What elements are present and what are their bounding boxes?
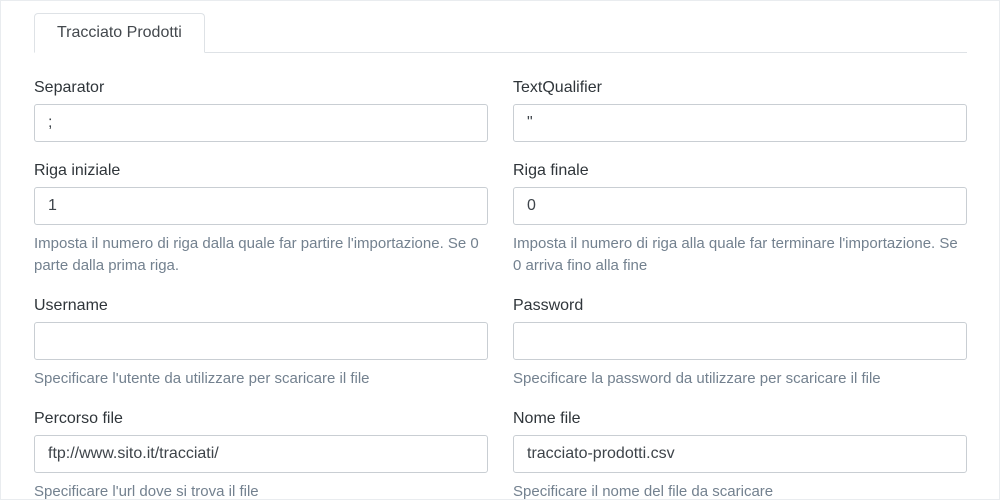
percorso-file-help: Specificare l'url dove si trova il file [34,483,259,500]
field-group-separator [34,77,488,142]
username-label: Username [34,297,108,314]
riga-iniziale-help: Imposta il numero di riga dalla quale far partire l'importazione. Se 0 parte dalla prima riga. [34,235,479,274]
nome-file-input[interactable] [513,435,967,473]
riga-iniziale-label: Riga iniziale [34,162,121,179]
password-label: Password [513,297,584,314]
field-group-riga-iniziale [34,160,488,277]
field-group-username [34,295,488,390]
nome-file-label: Nome file [513,410,581,427]
field-group-nome-file [513,408,967,503]
tab-label: Tracciato Prodotti [57,24,182,41]
riga-iniziale-input[interactable] [34,187,488,225]
separator-label: Separator [34,79,105,96]
username-input[interactable] [34,322,488,360]
password-input[interactable] [513,322,967,360]
percorso-file-label: Percorso file [34,410,123,427]
riga-finale-label: Riga finale [513,162,589,179]
percorso-file-input[interactable] [34,435,488,473]
field-group-password [513,295,967,390]
field-group-text-qualifier [513,77,967,142]
password-help: Specificare la password da utilizzare per scaricare il file [513,370,881,387]
riga-finale-help: Imposta il numero di riga alla quale far terminare l'importazione. Se 0 arriva fino alla fine [513,235,958,274]
field-group-percorso-file [34,408,488,503]
tab-tracciato-prodotti[interactable] [34,13,205,53]
card-content [1,1,999,503]
username-help: Specificare l'utente da utilizzare per scaricare il file [34,370,370,387]
field-group-riga-finale [513,160,967,277]
riga-finale-input[interactable] [513,187,967,225]
import-settings-form [34,77,967,503]
separator-input[interactable] [34,104,488,142]
nome-file-help: Specificare il nome del file da scaricare [513,483,774,500]
tab-bar [34,13,967,53]
text-qualifier-label: TextQualifier [513,79,602,96]
text-qualifier-input[interactable] [513,104,967,142]
